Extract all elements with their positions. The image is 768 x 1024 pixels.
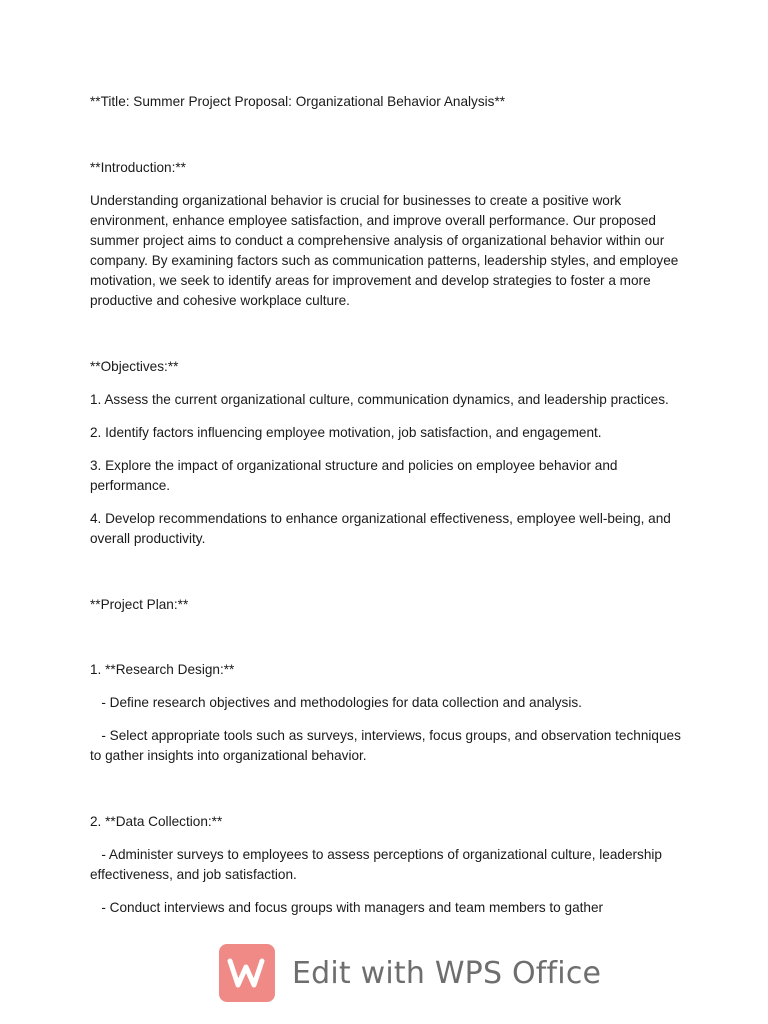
objectives-heading: **Objectives:** bbox=[90, 359, 179, 374]
introduction-paragraph: Understanding organizational behavior is crucial for businesses to create a positive work environment, enhance employee satisfaction, and improve overall performance. Our proposed summer project aims to conduct a comprehensive analysis of organizational behavior within our company. By examining factors such as communication patterns, leadership styles, and employee motivation, we seek to identify areas for improvement and develop strategies to foster a more productive and cohesive workplace culture. bbox=[90, 193, 679, 308]
objective-item: 3. Explore the impact of organizational structure and policies on employee behavior and performance. bbox=[90, 458, 618, 493]
objective-item: 4. Develop recommendations to enhance organizational effectiveness, employee well-being, and overall productivity. bbox=[90, 511, 671, 546]
research-design-item: - Define research objectives and methodologies for data collection and analysis. bbox=[90, 695, 582, 710]
data-collection-item: - Conduct interviews and focus groups with managers and team members to gather bbox=[90, 900, 604, 915]
wps-w-mark-icon bbox=[227, 956, 267, 990]
wps-banner-text[interactable]: Edit with WPS Office bbox=[292, 955, 602, 991]
wps-edit-banner[interactable] bbox=[219, 943, 601, 1003]
data-collection-item: - Administer surveys to employees to assess perceptions of organizational culture, leadership effectiveness, and job satisfaction. bbox=[90, 847, 666, 882]
objective-item: 2. Identify factors influencing employee motivation, job satisfaction, and engagement. bbox=[90, 425, 602, 440]
document-title: **Title: Summer Project Proposal: Organizational Behavior Analysis** bbox=[90, 94, 506, 109]
introduction-heading: **Introduction:** bbox=[90, 160, 186, 175]
data-collection-heading: 2. **Data Collection:** bbox=[90, 814, 223, 829]
research-design-heading: 1. **Research Design:** bbox=[90, 662, 235, 677]
project-plan-heading: **Project Plan:** bbox=[90, 597, 189, 612]
wps-logo-icon bbox=[219, 944, 275, 1002]
research-design-item: - Select appropriate tools such as surveys, interviews, focus groups, and observation techniques to gather insights into organizational behavior. bbox=[90, 728, 685, 763]
objective-item: 1. Assess the current organizational culture, communication dynamics, and leadership practices. bbox=[90, 392, 669, 407]
